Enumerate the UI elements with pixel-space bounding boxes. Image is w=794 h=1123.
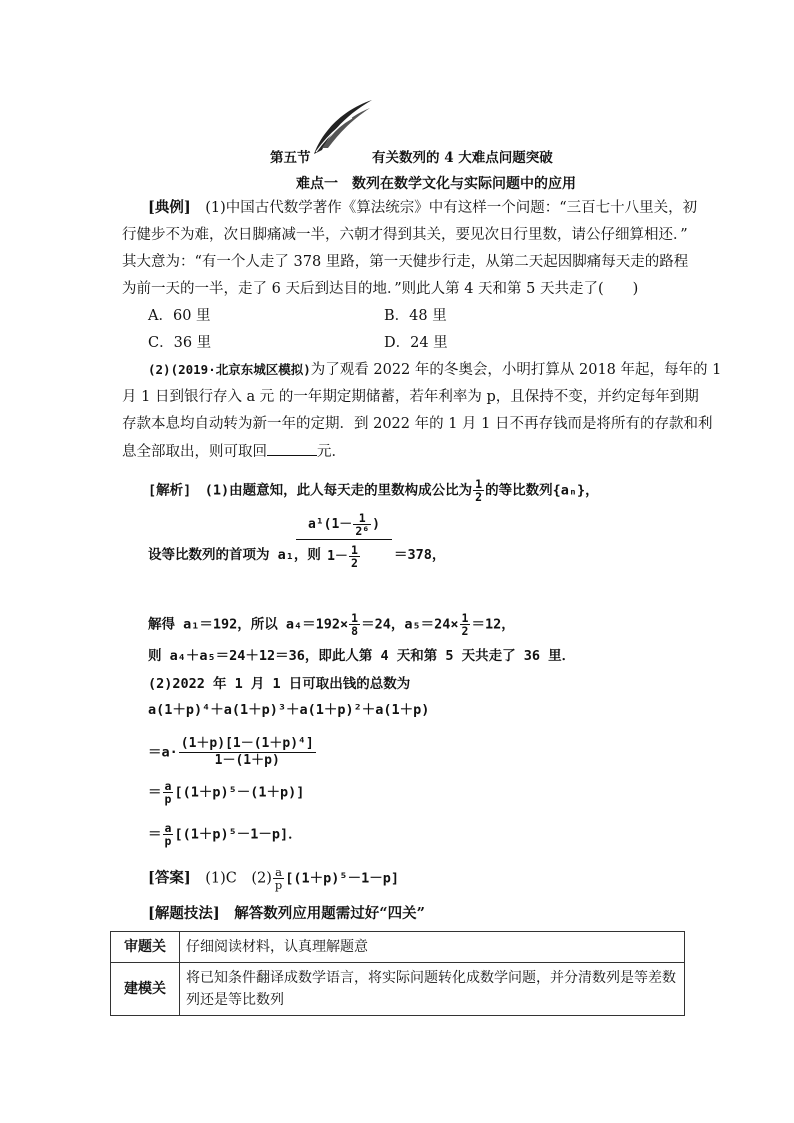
question-2-line-3: 存款本息均自动转为新一年的定期．到 2022 年的 1 月 1 日不再存钱而是将所有的存款和利 xyxy=(122,416,713,432)
solution-line-4: 则 a₄＋a₅＝24＋12＝36，即此人第 4 天和第 5 天共走了 36 里． xyxy=(148,648,576,664)
method-line: [解题技法] 解答数列应用题需过好“四关” xyxy=(148,905,425,922)
question-2-line-2: 月 1 日到银行存入 a 元 的一年期定期储蓄，若年利率为 p，且保持不变，并约定每年到期 xyxy=(122,389,699,405)
option-d: D．24 里 xyxy=(384,335,448,351)
table-row-body: 将已知条件翻译成数学语言，将实际问题转化成数学问题，并分清数列是等差数列还是等比数列 xyxy=(180,963,685,1016)
example-line-3: 其大意为：“有一个人走了 378 里路，第一天健步行走，从第二天起因脚痛每天走的路程 xyxy=(122,254,689,270)
answer-blank xyxy=(267,441,317,456)
section-number: 第五节 xyxy=(270,150,311,166)
table-row xyxy=(111,932,685,963)
solution-line-5: (2)2022 年 1 月 1 日可取出钱的总数为 xyxy=(148,676,411,692)
example-line-4: 为前一天的一半，走了 6 天后到达目的地．”则此人第 4 天和第 5 天共走了( ) xyxy=(122,281,639,297)
sum-result: ＝378， xyxy=(394,547,446,563)
question-2-line-4: 息全部取出，则可取回 元． xyxy=(122,441,346,462)
solution-line-7: ＝a· $\frac{\text{(1＋p)[1－(1＋p)⁴]}}{1-(1+p)}$ xyxy=(148,736,314,768)
table-row xyxy=(111,963,685,1016)
table-row-head: 审题关 xyxy=(111,932,180,963)
example-tag: [典例] xyxy=(148,199,191,216)
solution-line-1: [解析] (1)由题意知，此人每天走的里数构成公比为 $\frac{1}{2}$ 的等比数列{aₙ}， xyxy=(148,477,599,504)
sum-fraction: a¹(1－ $\frac{1}{\text{2⁶}}$ ) 1－ $\frac{1}{2}$ xyxy=(296,512,392,569)
table-row-head: 建模关 xyxy=(111,963,180,1016)
solution-tag: [解析] xyxy=(148,482,192,499)
section-title xyxy=(270,146,553,166)
solution-line-6: a(1＋p)⁴＋a(1＋p)³＋a(1＋p)²＋a(1＋p) xyxy=(148,702,430,718)
example-line-1: [典例] (1)中国古代数学著作《算法统宗》中有这样一个问题：“三百七十八里关，初 xyxy=(148,199,698,216)
option-c: C．36 里 xyxy=(148,335,212,351)
method-table xyxy=(110,931,685,1016)
example-line-2: 行健步不为难，次日脚痛减一半，六朝才得到其关，要见次日行里数，请公仔细算相还．” xyxy=(122,227,688,243)
table-row-body: 仔细阅读材料，认真理解题意 xyxy=(180,932,685,963)
solution-line-3: 解得 a₁＝192，所以 a₄＝192× $\frac{1}{8}$ ＝24，a₅＝24× $\frac{1}{2}$ ＝12， xyxy=(148,611,515,638)
method-tag: [解题技法] xyxy=(148,905,220,922)
question-2-line-1: (2)(2019·北京东城区模拟)为了观看 2022 年的冬奥会，小明打算从 2018 年起，每年的 1 xyxy=(148,362,722,378)
option-b: B．48 里 xyxy=(384,308,447,324)
section-heading: 有关数列的 4 大难点问题突破 xyxy=(372,150,553,166)
difficulty-subtitle: 难点一 数列在数学文化与实际问题中的应用 xyxy=(296,176,576,192)
answer-tag: [答案] xyxy=(148,869,191,887)
solution-line-8: ＝ $\frac{a}{p}$ [(1＋p)⁵－(1＋p)] xyxy=(148,779,305,806)
answer-line: [答案] (1)C (2) $\frac{a}{p}$ [(1＋p)⁵－1－p] xyxy=(148,865,399,892)
solution-line-9: ＝ $\frac{a}{p}$ [(1＋p)⁵－1－p]． xyxy=(148,821,302,848)
option-a: A．60 里 xyxy=(148,308,211,324)
solution-line-2: 设等比数列的首项为 a₁，则 xyxy=(148,547,321,563)
